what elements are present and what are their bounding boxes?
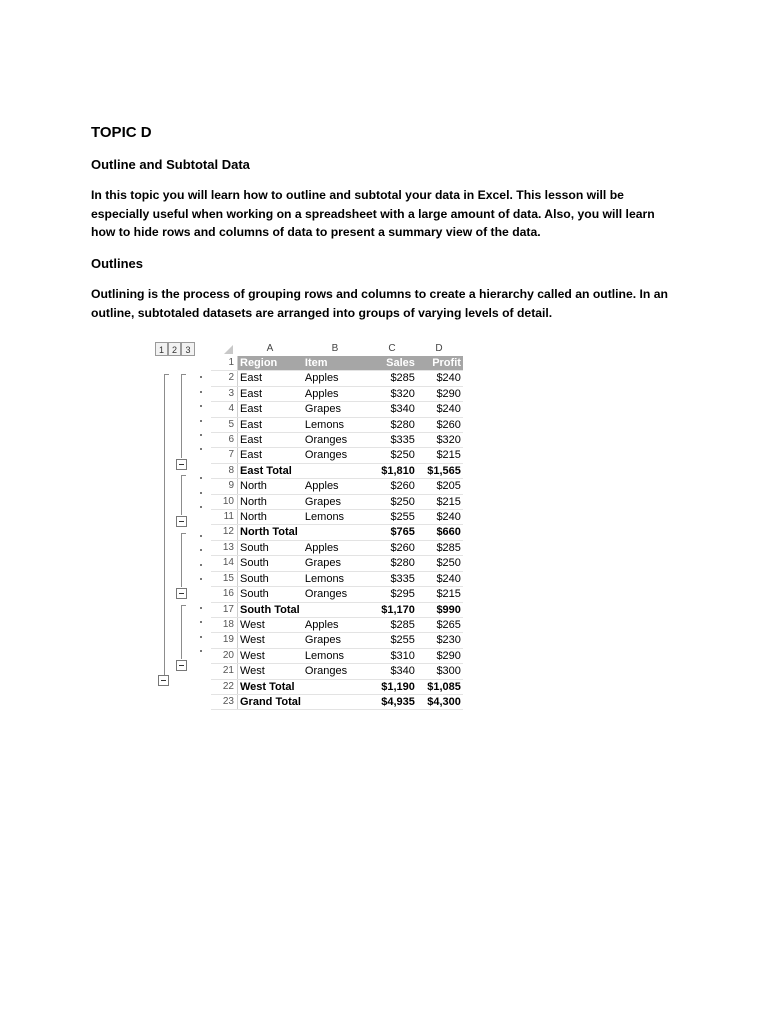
cell-region[interactable]: East	[238, 371, 303, 386]
cell-region[interactable]: West	[238, 633, 303, 648]
detail-dot	[200, 535, 202, 537]
table-row	[211, 494, 463, 509]
cell-region[interactable]: West Total	[238, 679, 303, 694]
cell-item[interactable]	[303, 602, 369, 617]
outline-level-2-button[interactable]: 2	[168, 342, 181, 356]
cell-sales[interactable]: $280	[369, 417, 417, 432]
cell-sales[interactable]: $285	[369, 371, 417, 386]
table-row	[211, 633, 463, 648]
table-row	[211, 386, 463, 401]
detail-dot	[200, 636, 202, 638]
table-row	[211, 433, 463, 448]
data-grid	[211, 356, 463, 710]
cell-sales[interactable]: $250	[369, 494, 417, 509]
cell-item[interactable]: Grapes	[303, 556, 369, 571]
row-number[interactable]: 14	[211, 556, 238, 571]
row-number[interactable]: 6	[211, 433, 238, 448]
cell-sales[interactable]: $765	[369, 525, 417, 540]
cell-item[interactable]: Apples	[303, 479, 369, 494]
cell-item[interactable]: Grapes	[303, 402, 369, 417]
row-number[interactable]: 3	[211, 386, 238, 401]
cell-region[interactable]: West	[238, 617, 303, 632]
table-row	[211, 664, 463, 679]
cell-region[interactable]: South	[238, 571, 303, 586]
cell-item[interactable]	[303, 694, 369, 709]
topic-heading: TOPIC D	[91, 124, 152, 141]
cell-region[interactable]: East	[238, 448, 303, 463]
cell-profit[interactable]: $215	[417, 448, 463, 463]
table-row	[211, 371, 463, 386]
row-number[interactable]: 16	[211, 587, 238, 602]
row-number[interactable]: 9	[211, 479, 238, 494]
row-number[interactable]: 22	[211, 679, 238, 694]
cell-profit[interactable]: $300	[417, 664, 463, 679]
cell-sales[interactable]: $4,935	[369, 694, 417, 709]
cell-profit[interactable]: $1,085	[417, 679, 463, 694]
detail-dot	[200, 376, 202, 378]
cell-region[interactable]: North Total	[238, 525, 303, 540]
cell-sales[interactable]: $320	[369, 386, 417, 401]
table-row	[211, 602, 463, 617]
table-row	[211, 510, 463, 525]
detail-dot	[200, 506, 202, 508]
cell-sales[interactable]: $285	[369, 617, 417, 632]
outline-west-bracket	[181, 605, 186, 660]
cell-item[interactable]: Oranges	[303, 433, 369, 448]
cell-item[interactable]: Item	[303, 356, 369, 371]
column-header-b[interactable]: B	[331, 343, 339, 354]
cell-region[interactable]: Region	[238, 356, 303, 371]
cell-item[interactable]	[303, 463, 369, 478]
table-row	[211, 525, 463, 540]
detail-dot	[200, 650, 202, 652]
detail-dot	[200, 434, 202, 436]
row-number[interactable]: 18	[211, 617, 238, 632]
cell-item[interactable]: Apples	[303, 617, 369, 632]
cell-region[interactable]: East	[238, 417, 303, 432]
cell-profit[interactable]: $205	[417, 479, 463, 494]
row-number[interactable]: 13	[211, 540, 238, 555]
cell-item[interactable]	[303, 525, 369, 540]
column-header-c[interactable]: C	[388, 343, 396, 354]
cell-profit[interactable]: $240	[417, 510, 463, 525]
row-number[interactable]: 8	[211, 463, 238, 478]
cell-region[interactable]: North	[238, 494, 303, 509]
row-number[interactable]: 5	[211, 417, 238, 432]
cell-profit[interactable]: $320	[417, 433, 463, 448]
collapse-south-button[interactable]	[176, 588, 187, 599]
collapse-grand-total-button[interactable]	[158, 675, 169, 686]
detail-dot	[200, 391, 202, 393]
row-number[interactable]: 15	[211, 571, 238, 586]
cell-item[interactable]: Lemons	[303, 571, 369, 586]
cell-item[interactable]: Oranges	[303, 587, 369, 602]
cell-profit[interactable]: $660	[417, 525, 463, 540]
outline-south-bracket	[181, 533, 186, 588]
cell-region[interactable]: East Total	[238, 463, 303, 478]
cell-region[interactable]: South Total	[238, 602, 303, 617]
cell-item[interactable]: Apples	[303, 386, 369, 401]
outline-level-3-button[interactable]: 3	[181, 342, 195, 356]
table-row	[211, 679, 463, 694]
table-row	[211, 463, 463, 478]
detail-dot	[200, 607, 202, 609]
cell-item[interactable]	[303, 679, 369, 694]
table-row	[211, 540, 463, 555]
spreadsheet-outline-figure	[155, 342, 481, 708]
outlines-heading: Outlines	[91, 256, 144, 271]
column-header-d[interactable]: D	[435, 343, 443, 354]
cell-sales[interactable]: $260	[369, 479, 417, 494]
table-row	[211, 648, 463, 663]
cell-profit[interactable]: $240	[417, 402, 463, 417]
table-row	[211, 402, 463, 417]
detail-dot	[200, 492, 202, 494]
cell-profit[interactable]: $290	[417, 648, 463, 663]
table-row	[211, 417, 463, 432]
row-number[interactable]: 11	[211, 510, 238, 525]
cell-sales[interactable]: $335	[369, 433, 417, 448]
cell-sales[interactable]: $250	[369, 448, 417, 463]
row-number[interactable]: 20	[211, 648, 238, 663]
cell-region[interactable]: North	[238, 510, 303, 525]
cell-region[interactable]: South	[238, 540, 303, 555]
cell-sales[interactable]: $295	[369, 587, 417, 602]
row-number[interactable]: 21	[211, 664, 238, 679]
cell-item[interactable]: Grapes	[303, 494, 369, 509]
cell-sales[interactable]: $260	[369, 540, 417, 555]
cell-region[interactable]: East	[238, 433, 303, 448]
cell-item[interactable]: Oranges	[303, 664, 369, 679]
cell-profit[interactable]: $990	[417, 602, 463, 617]
detail-dot	[200, 448, 202, 450]
collapse-west-button[interactable]	[176, 660, 187, 671]
outline-level1-bracket	[164, 374, 169, 675]
cell-region[interactable]: West	[238, 648, 303, 663]
cell-profit[interactable]: $240	[417, 371, 463, 386]
column-header-a[interactable]: A	[266, 343, 274, 354]
cell-profit[interactable]: $240	[417, 571, 463, 586]
outline-east-bracket	[181, 374, 186, 457]
outline-level-1-button[interactable]: 1	[155, 342, 168, 356]
cell-item[interactable]: Grapes	[303, 633, 369, 648]
row-number[interactable]: 4	[211, 402, 238, 417]
detail-dot	[200, 477, 202, 479]
cell-item[interactable]: Oranges	[303, 448, 369, 463]
cell-sales[interactable]: Sales	[369, 356, 417, 371]
row-number[interactable]: 10	[211, 494, 238, 509]
cell-profit[interactable]: $260	[417, 417, 463, 432]
table-row	[211, 587, 463, 602]
detail-dot	[200, 564, 202, 566]
cell-sales[interactable]: $310	[369, 648, 417, 663]
cell-sales[interactable]: $1,170	[369, 602, 417, 617]
outline-gutter	[155, 356, 211, 692]
cell-sales[interactable]: $340	[369, 402, 417, 417]
collapse-north-button[interactable]	[176, 516, 187, 527]
detail-dot	[200, 578, 202, 580]
cell-sales[interactable]: $280	[369, 556, 417, 571]
row-number[interactable]: 23	[211, 694, 238, 709]
cell-region[interactable]: North	[238, 479, 303, 494]
row-number[interactable]: 1	[211, 356, 238, 371]
row-number[interactable]: 17	[211, 602, 238, 617]
collapse-east-button[interactable]	[176, 459, 187, 470]
cell-item[interactable]: Lemons	[303, 417, 369, 432]
cell-sales[interactable]: $335	[369, 571, 417, 586]
cell-region[interactable]: South	[238, 587, 303, 602]
cell-profit[interactable]: $285	[417, 540, 463, 555]
cell-profit[interactable]: $215	[417, 587, 463, 602]
cell-sales[interactable]: $1,190	[369, 679, 417, 694]
detail-dot	[200, 405, 202, 407]
row-number[interactable]: 19	[211, 633, 238, 648]
table-row	[211, 448, 463, 463]
cell-sales[interactable]: $255	[369, 510, 417, 525]
table-row	[211, 556, 463, 571]
intro-paragraph: In this topic you will learn how to outline and subtotal your data in Excel. This lesson will be especially useful when working on a spreadsheet with a large amount of data. Also, you will learn how to hide rows and columns of data to present a summary view of the data.	[91, 188, 655, 239]
cell-profit[interactable]: Profit	[417, 356, 463, 371]
cell-sales[interactable]: $255	[369, 633, 417, 648]
cell-item[interactable]: Apples	[303, 371, 369, 386]
header-row	[211, 356, 463, 371]
outlines-paragraph: Outlining is the process of grouping rows and columns to create a hierarchy called an outline. In an outline, subtotaled datasets are arranged into groups of varying levels of detail.	[91, 287, 668, 320]
cell-item[interactable]: Apples	[303, 540, 369, 555]
detail-dot	[200, 420, 202, 422]
row-number[interactable]: 12	[211, 525, 238, 540]
row-number[interactable]: 2	[211, 371, 238, 386]
cell-sales[interactable]: $340	[369, 664, 417, 679]
table-row	[211, 479, 463, 494]
row-number[interactable]: 7	[211, 448, 238, 463]
cell-region[interactable]: East	[238, 402, 303, 417]
cell-region[interactable]: East	[238, 386, 303, 401]
table-row	[211, 617, 463, 632]
detail-dot	[200, 621, 202, 623]
cell-item[interactable]: Lemons	[303, 510, 369, 525]
cell-item[interactable]: Lemons	[303, 648, 369, 663]
outline-north-bracket	[181, 475, 186, 515]
cell-profit[interactable]: $250	[417, 556, 463, 571]
cell-profit[interactable]: $290	[417, 386, 463, 401]
cell-region[interactable]: West	[238, 664, 303, 679]
select-all-corner[interactable]	[211, 342, 236, 356]
cell-profit[interactable]: $265	[417, 617, 463, 632]
cell-region[interactable]: Grand Total	[238, 694, 303, 709]
table-row	[211, 571, 463, 586]
cell-sales[interactable]: $1,810	[369, 463, 417, 478]
section-subtitle: Outline and Subtotal Data	[91, 157, 250, 172]
table-row	[211, 694, 463, 709]
cell-profit[interactable]: $230	[417, 633, 463, 648]
cell-profit[interactable]: $1,565	[417, 463, 463, 478]
detail-dot	[200, 549, 202, 551]
cell-region[interactable]: South	[238, 556, 303, 571]
cell-profit[interactable]: $215	[417, 494, 463, 509]
cell-profit[interactable]: $4,300	[417, 694, 463, 709]
